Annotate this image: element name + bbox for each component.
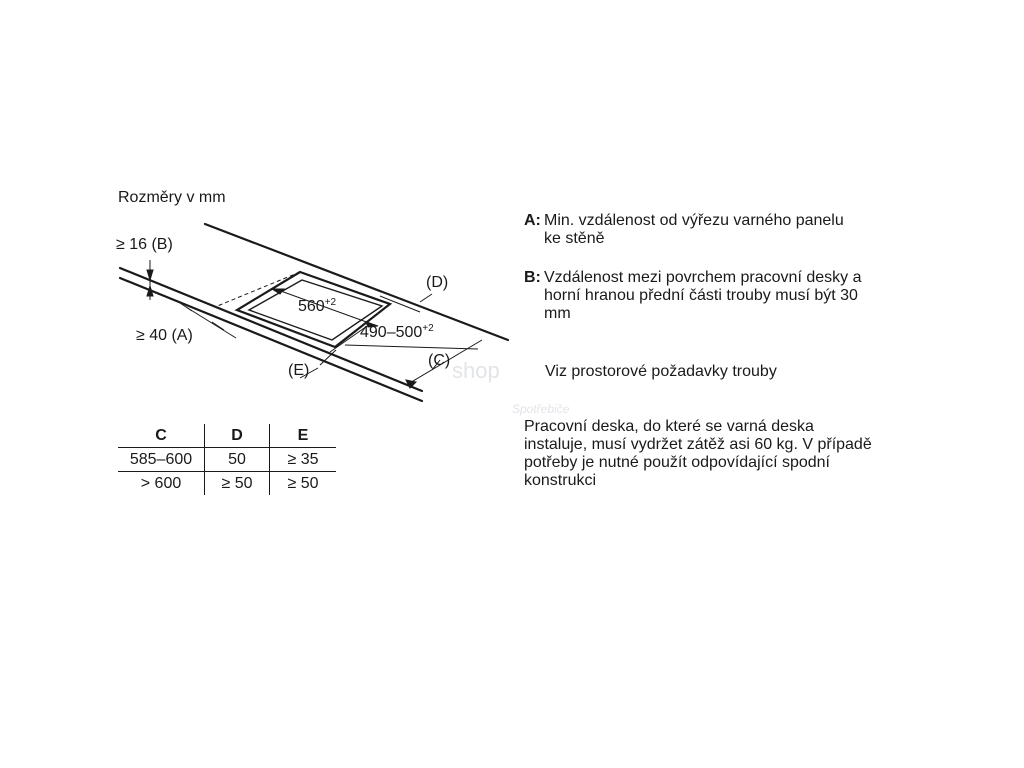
note-a [524,212,914,252]
watermark-logo: shop [452,358,500,383]
table-cell: ≥ 50 [205,472,270,496]
label-a: ≥ 40 (A) [136,327,193,344]
note-load [524,418,874,490]
table-row [118,472,336,496]
dim-d-leader [420,294,432,302]
note-load-text: Pracovní deska, do které se varná deska instaluje, musí vydržet zátěž asi 60 kg. V případě potřeby je nutné použít odpovídající spodní konstrukci [524,418,872,489]
note-b [524,269,914,329]
table-header-d: D [205,424,270,448]
note-b-text: Vzdálenost mezi povrchem pracovní desky a horní hranou přední části trouby musí být 30 mm [544,269,862,322]
dim-width-arrow-left [272,289,284,294]
table-cell: ≥ 35 [270,448,337,472]
dim-a-tick-2 [212,322,224,330]
note-a-text: Min. vzdálenost od výřezu varného panelu ke stěně [544,212,844,247]
table-header-c: C [118,424,205,448]
label-c: (C) [428,352,451,369]
label-d: (D) [426,274,449,291]
dimension-table [118,424,336,495]
table-header-row [118,424,336,448]
table-cell: 585–600 [118,448,205,472]
dim-width-label [298,298,336,316]
dim-depth-value: 490–500 [360,324,423,341]
dim-width-value: 560 [298,298,325,315]
note-b-key: B: [524,269,541,286]
label-b: ≥ 16 (B) [116,236,173,253]
table-cell: 50 [205,448,270,472]
label-e: (E) [288,362,310,379]
table-header-e: E [270,424,337,448]
table-row [118,448,336,472]
dim-depth-tolerance: +2 [422,323,434,334]
dim-depth-ext [345,345,478,349]
table-cell: > 600 [140,474,182,492]
dim-depth-label [360,324,434,342]
diagram-title: Rozměry v mm [118,189,226,206]
note-c [545,363,905,381]
watermark-subtext: Spotřebiče [512,402,570,416]
dim-width-tolerance: +2 [324,297,337,308]
table-cell: ≥ 50 [270,472,337,496]
cutout-extension-dashed [215,272,300,307]
note-c-text: Viz prostorové požadavky trouby [545,363,777,380]
note-a-key: A: [524,212,541,229]
